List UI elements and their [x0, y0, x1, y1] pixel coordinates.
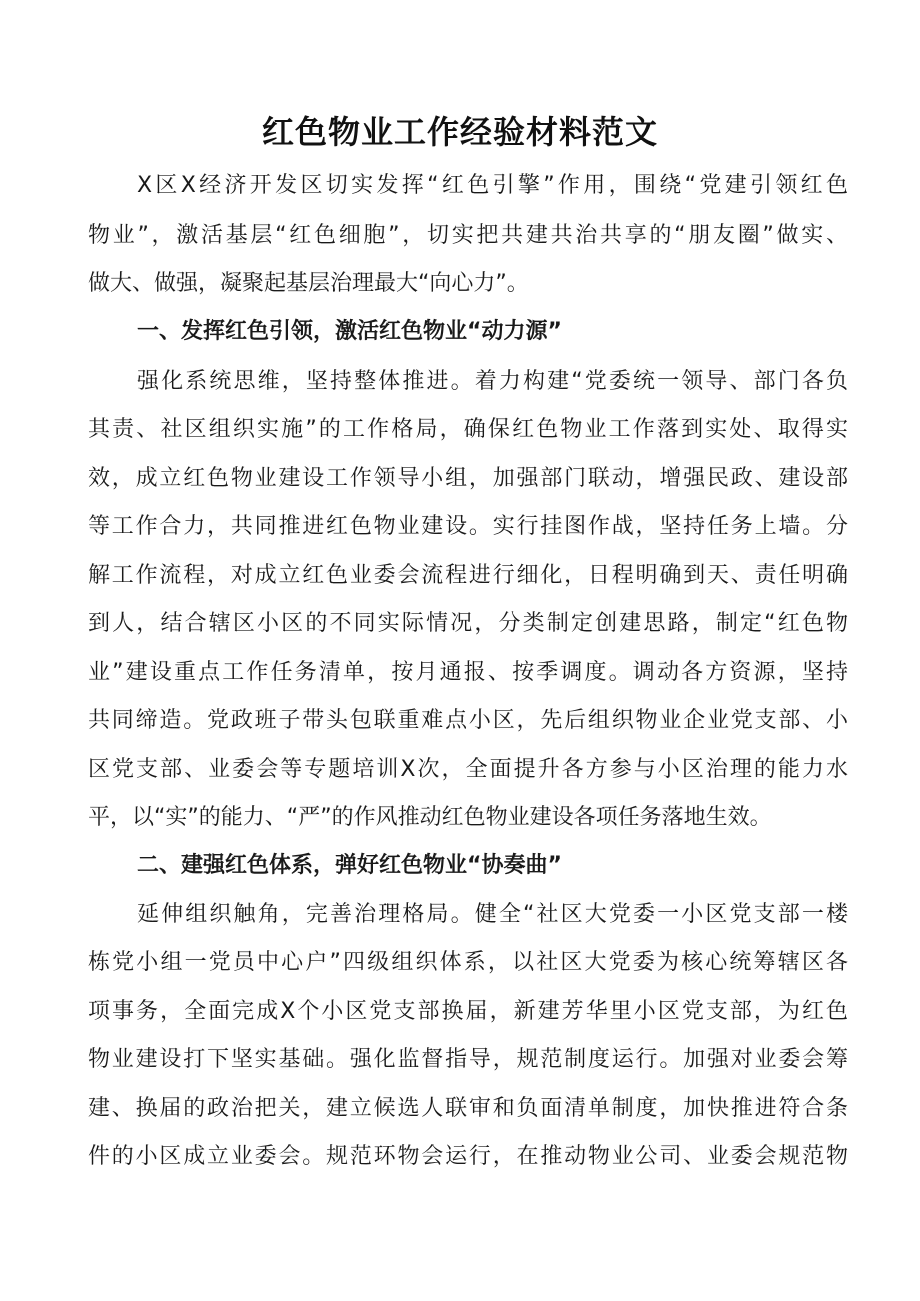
section-heading: 二、建强红色体系，弹好红色物业“协奏曲”: [137, 853, 562, 878]
body-line: 强化系统思维，坚持整体推进。着力构建“党委统一领导、部门各负: [137, 369, 848, 394]
intro-line: X区X经济开发区切实发挥“红色引擎”作用，围绕“党建引领红色: [137, 173, 848, 198]
body-line: 到人，结合辖区小区的不同实际情况，分类制定创建思路，制定“红色物: [88, 611, 848, 636]
document-title: 红色物业工作经验材料范文: [261, 113, 658, 151]
body-line: 业”建设重点工作任务清单，按月通报、按季调度。调动各方资源，坚持: [88, 660, 848, 685]
body-line: 等工作合力，共同推进红色物业建设。实行挂图作战，坚持任务上墙。分: [88, 514, 848, 539]
intro-line: 物业”，激活基层“红色细胞”，切实把共建共治共享的“朋友圈”做实、: [88, 223, 848, 248]
section-heading: 一、发挥红色引领，激活红色物业“动力源”: [137, 319, 562, 344]
body-line: 件的小区成立业委会。规范环物会运行，在推动物业公司、业委会规范物: [88, 1144, 848, 1169]
body-line: 栋党小组一党员中心户”四级组织体系，以社区大党委为核心统筹辖区各: [88, 950, 848, 975]
intro-line: 做大、做强，凝聚起基层治理最大“向心力”。: [88, 271, 529, 296]
body-line: 物业建设打下坚实基础。强化监督指导，规范制度运行。加强对业委会筹: [88, 1047, 848, 1072]
body-line: 解工作流程，对成立红色业委会流程进行细化，日程明确到天、责任明确: [88, 563, 848, 588]
body-line: 共同缔造。党政班子带头包联重难点小区，先后组织物业企业党支部、小: [88, 708, 848, 733]
body-line: 建、换届的政治把关，建立候选人联审和负面清单制度，加快推进符合条: [88, 1096, 848, 1121]
body-line: 延伸组织触角，完善治理格局。健全“社区大党委一小区党支部一楼: [137, 902, 848, 927]
body-line: 项事务，全面完成X个小区党支部换届，新建芳华里小区党支部，为红色: [88, 999, 848, 1024]
body-line: 区党支部、业委会等专题培训X次，全面提升各方参与小区治理的能力水: [88, 757, 848, 782]
body-line: 效，成立红色物业建设工作领导小组，加强部门联动，增强民政、建设部: [88, 466, 848, 491]
body-line: 其责、社区组织实施”的工作格局，确保红色物业工作落到实处、取得实: [88, 417, 848, 442]
body-line: 平，以“实”的能力、“严”的作风推动红色物业建设各项任务落地生效。: [88, 805, 772, 830]
